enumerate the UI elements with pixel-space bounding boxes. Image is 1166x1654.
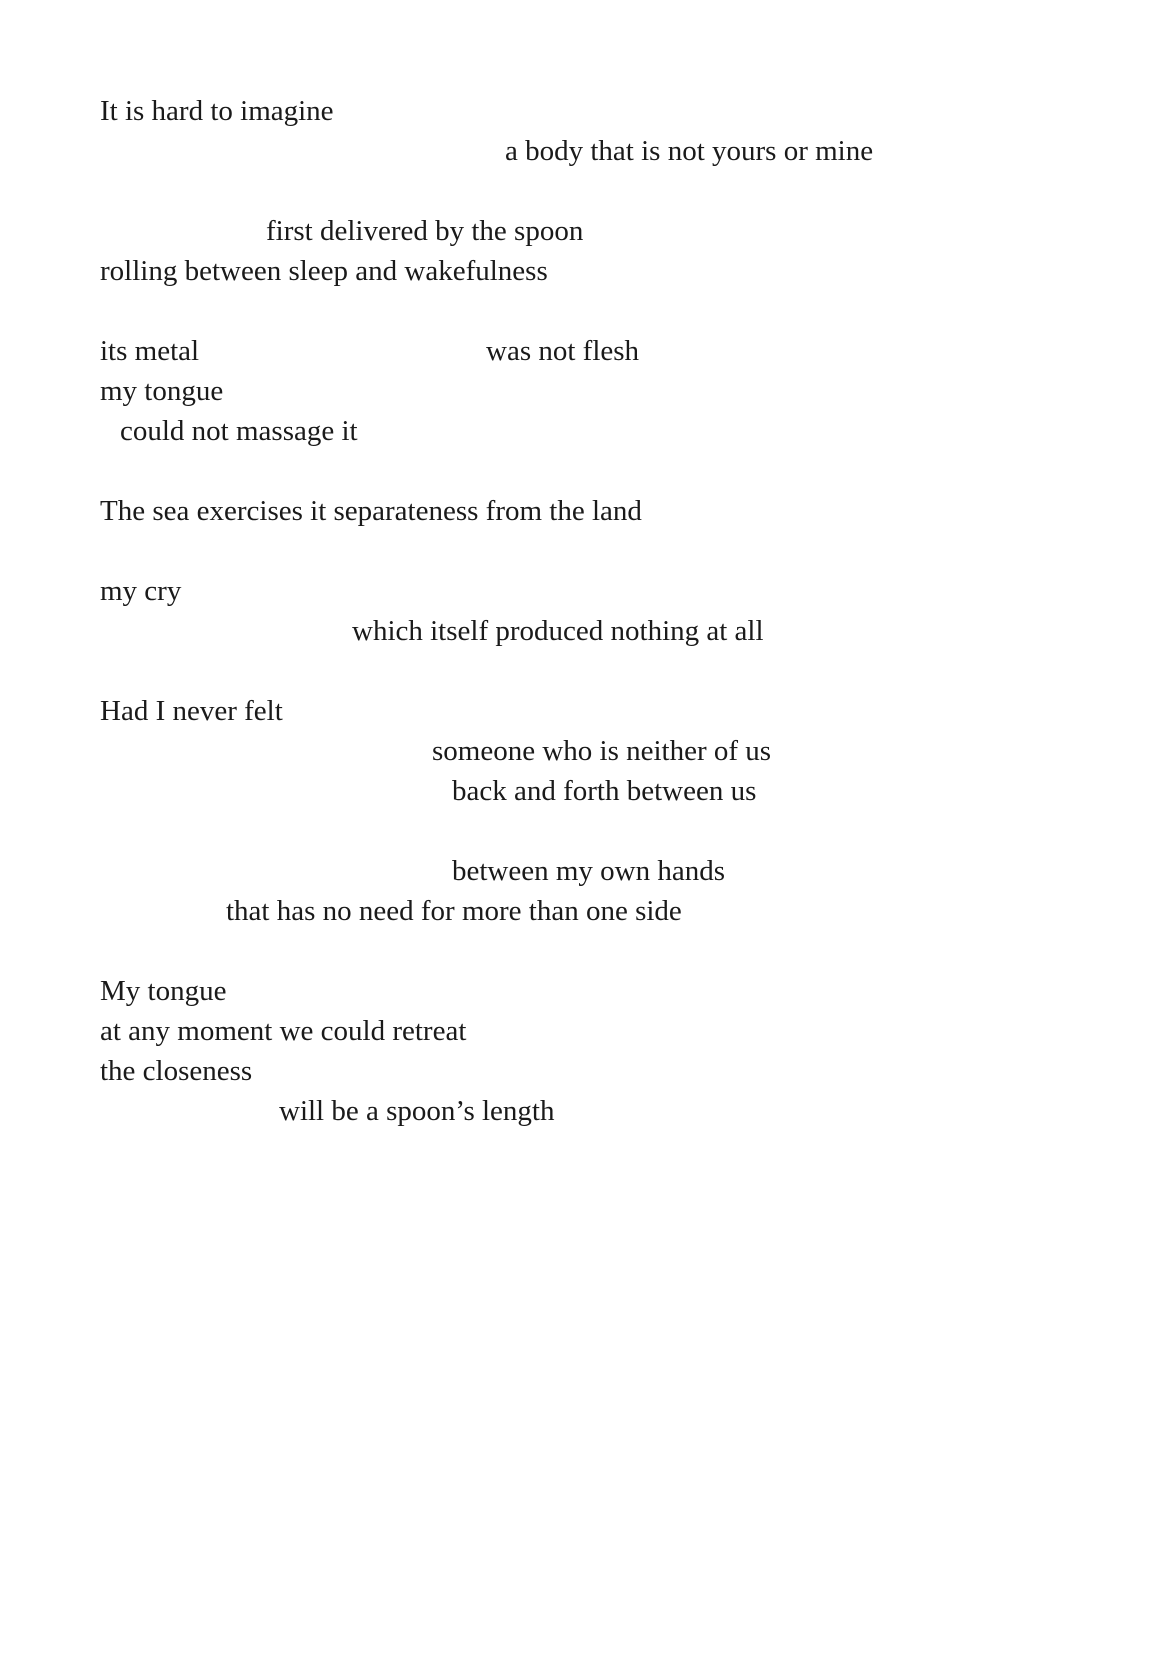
- poem-line: at any moment we could retreat: [100, 1015, 467, 1047]
- poem-line: which itself produced nothing at all: [352, 615, 764, 647]
- poem-line: My tongue: [100, 975, 227, 1007]
- poem-line: Had I never felt: [100, 695, 283, 727]
- poem-line: will be a spoon’s length: [279, 1095, 555, 1127]
- poem-line: It is hard to imagine: [100, 95, 334, 127]
- poem-line: rolling between sleep and wakefulness: [100, 255, 548, 287]
- poem-line: that has no need for more than one side: [226, 895, 682, 927]
- poem-line: back and forth between us: [452, 775, 757, 807]
- poem-line: first delivered by the spoon: [266, 215, 584, 247]
- poem-line: the closeness: [100, 1055, 253, 1087]
- poem-line: someone who is neither of us: [432, 735, 772, 767]
- poem-line: my tongue: [100, 375, 224, 407]
- poem-line: between my own hands: [452, 855, 726, 887]
- poem-line: could not massage it: [120, 415, 358, 447]
- poem-line: The sea exercises it separateness from the land: [100, 495, 642, 527]
- poem-line: was not flesh: [486, 335, 640, 367]
- poem-line: my cry: [100, 575, 182, 607]
- poem-line: a body that is not yours or mine: [505, 135, 874, 167]
- poem-line: its metal: [100, 335, 200, 367]
